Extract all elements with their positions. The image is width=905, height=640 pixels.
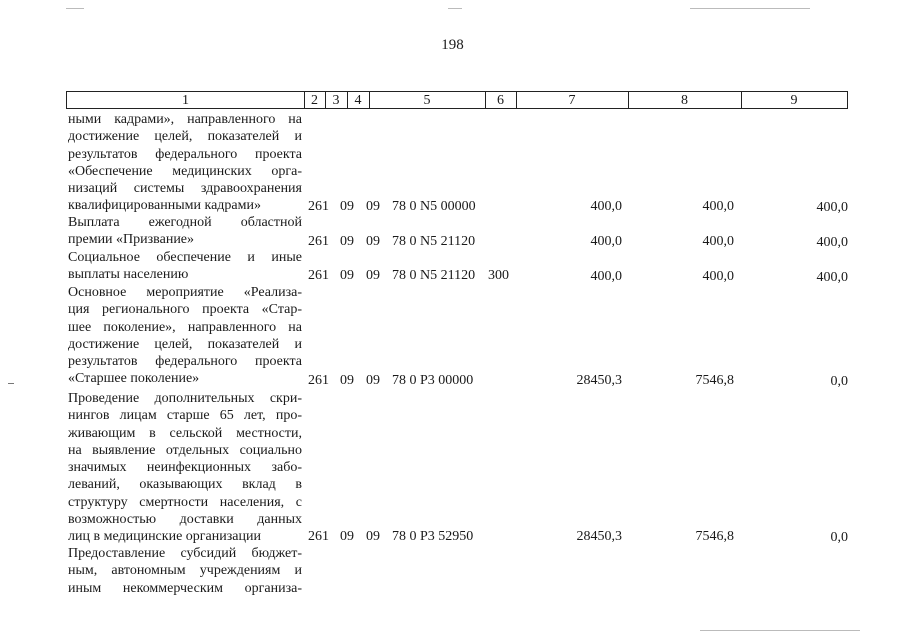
row-text-line: иным некоммерческим организа- bbox=[68, 580, 302, 596]
row-text-line: выплаты населению bbox=[68, 267, 189, 283]
header-col-5: 5 bbox=[369, 92, 486, 108]
cell-section: 09 bbox=[340, 234, 354, 249]
row-text-line: живающим в сельской местности, bbox=[68, 425, 302, 441]
cell-amount-col7: 400,0 bbox=[590, 234, 622, 249]
cell-amount-col8: 400,0 bbox=[702, 234, 734, 249]
header-col-8: 8 bbox=[628, 92, 742, 108]
cell-amount-col7: 400,0 bbox=[590, 269, 622, 284]
cell-amount-col9: 0,0 bbox=[830, 374, 848, 389]
row-text-line: Основное мероприятие «Реализа- bbox=[68, 285, 302, 300]
row-text-line: квалифицированными кадрами» bbox=[68, 198, 261, 214]
row-text-line: низаций системы здравоохранения bbox=[68, 181, 302, 197]
cell-admin-code: 261 bbox=[308, 268, 329, 283]
table-row-text bbox=[68, 111, 302, 215]
table-row-text bbox=[68, 390, 302, 546]
cell-amount-col8: 400,0 bbox=[702, 199, 734, 214]
row-text-line: Выплата ежегодной областной bbox=[68, 215, 302, 230]
cell-amount-col8: 7546,8 bbox=[695, 373, 734, 388]
table-row-text bbox=[68, 249, 302, 284]
header-col-9: 9 bbox=[790, 93, 798, 108]
row-text-line: премии «Призвание» bbox=[68, 232, 195, 248]
row-text-line: Предоставление субсидий бюджет- bbox=[68, 546, 302, 561]
cell-expense-type: 300 bbox=[488, 268, 509, 283]
cell-target-code: 78 0 N5 21120 bbox=[392, 234, 476, 249]
table-row-text bbox=[68, 214, 302, 249]
table-row-text bbox=[68, 284, 302, 388]
header-col-2: 2 bbox=[304, 92, 326, 108]
row-text-line: леваний, оказывающих вклад в bbox=[68, 477, 302, 493]
header-col-1: 1 bbox=[67, 92, 305, 108]
row-text-line: ным, автономным учреждениям и bbox=[68, 563, 302, 579]
row-text-line: значимых неинфекционных забо- bbox=[68, 460, 302, 476]
cell-amount-col8: 7546,8 bbox=[695, 529, 734, 544]
row-text-line: достижение целей, показателей и bbox=[68, 129, 302, 145]
cell-target-code: 78 0 P3 00000 bbox=[392, 373, 474, 388]
cell-amount-col8: 400,0 bbox=[702, 269, 734, 284]
row-text-line: структуру смертности населения, с bbox=[68, 494, 302, 510]
cell-subsection: 09 bbox=[366, 199, 380, 214]
row-text-line: достижение целей, показателей и bbox=[68, 336, 302, 352]
table-header bbox=[66, 91, 848, 109]
cell-amount-col9: 400,0 bbox=[816, 200, 848, 215]
table-row-text bbox=[68, 545, 302, 597]
cell-section: 09 bbox=[340, 199, 354, 214]
scan-artifact bbox=[700, 630, 860, 631]
cell-subsection: 09 bbox=[366, 529, 380, 544]
row-text-line: ция регионального проекта «Стар- bbox=[68, 302, 302, 318]
header-col-3: 3 bbox=[325, 92, 348, 108]
row-text-line: «Обеспечение медицинских орга- bbox=[68, 163, 302, 179]
row-text-line: нингов лицам старше 65 лет, про- bbox=[68, 408, 302, 424]
row-text-line: шее поколение», направленного на bbox=[68, 319, 302, 335]
row-text-line: возможностью доставки данных bbox=[68, 512, 302, 528]
cell-section: 09 bbox=[340, 529, 354, 544]
row-text-line: «Старшее поколение» bbox=[68, 371, 200, 387]
cell-target-code: 78 0 N5 21120 bbox=[392, 268, 476, 283]
header-col-6: 6 bbox=[485, 92, 517, 108]
scan-artifact bbox=[66, 8, 84, 9]
cell-subsection: 09 bbox=[366, 234, 380, 249]
cell-subsection: 09 bbox=[366, 373, 380, 388]
row-text-line: лиц в медицинские организации bbox=[68, 529, 261, 545]
scan-artifact bbox=[448, 8, 462, 9]
cell-section: 09 bbox=[340, 268, 354, 283]
row-text-line: результатов федерального проекта bbox=[68, 354, 302, 370]
cell-admin-code: 261 bbox=[308, 529, 329, 544]
header-col-7: 7 bbox=[516, 92, 629, 108]
page-number: 198 bbox=[441, 37, 464, 53]
scan-artifact bbox=[690, 8, 810, 9]
cell-section: 09 bbox=[340, 373, 354, 388]
cell-amount-col9: 400,0 bbox=[816, 235, 848, 250]
cell-admin-code: 261 bbox=[308, 373, 329, 388]
row-text-line: результатов федерального проекта bbox=[68, 146, 302, 162]
row-text-line: Проведение дополнительных скри- bbox=[68, 391, 302, 406]
cell-admin-code: 261 bbox=[308, 199, 329, 214]
header-col-4: 4 bbox=[347, 92, 370, 108]
cell-target-code: 78 0 N5 00000 bbox=[392, 199, 476, 214]
cell-amount-col9: 0,0 bbox=[830, 530, 848, 545]
cell-admin-code: 261 bbox=[308, 234, 329, 249]
row-text-line: на выявление отдельных социально bbox=[68, 442, 302, 458]
cell-amount-col7: 28450,3 bbox=[576, 373, 622, 388]
cell-amount-col7: 28450,3 bbox=[576, 529, 622, 544]
row-text-line: ными кадрами», направленного на bbox=[68, 112, 302, 127]
cell-subsection: 09 bbox=[366, 268, 380, 283]
scan-artifact bbox=[8, 383, 14, 384]
row-text-line: Социальное обеспечение и иные bbox=[68, 250, 302, 265]
cell-amount-col7: 400,0 bbox=[590, 199, 622, 214]
cell-amount-col9: 400,0 bbox=[816, 270, 848, 285]
cell-target-code: 78 0 P3 52950 bbox=[392, 529, 474, 544]
